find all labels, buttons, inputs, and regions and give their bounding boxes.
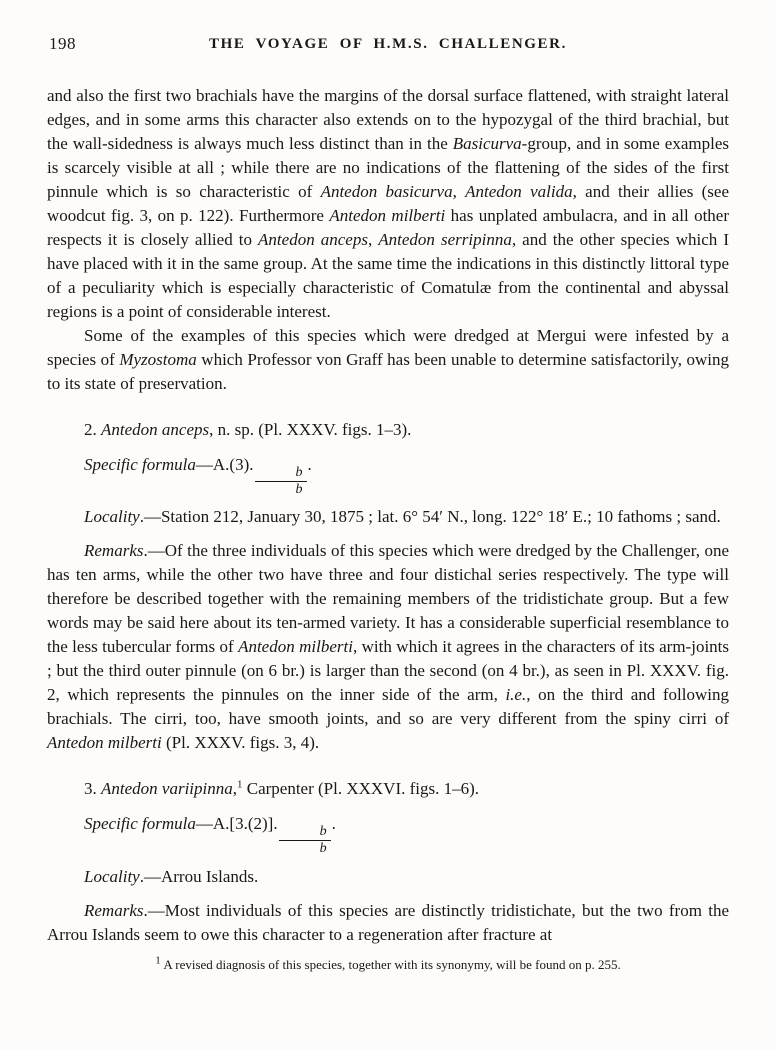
remarks-antedon-variipinna (47, 899, 729, 947)
formula-fraction: $\frac{b}{b}$ (279, 825, 331, 856)
italic-text: Locality (84, 507, 140, 527)
italic-text: Antedon serripinna (378, 230, 512, 249)
heading-antedon-variipinna (47, 777, 729, 801)
text: Carpenter (Pl. XXXVI. figs. 1–6). (242, 779, 480, 799)
text: , and the other species which I have placed with it in the same group. At the same time the indications in this distinctly littoral type of a peculiarity which is especially characteristic of Comatulæ from the continental and abyssal regions is a point of considerable interest. (47, 230, 729, 321)
footnote-reference: 1 (236, 778, 243, 791)
running-title: THE VOYAGE OF H.M.S. CHALLENGER. (209, 36, 567, 52)
italic-text: Remarks (84, 541, 144, 561)
text: —A.(3). (195, 455, 254, 474)
italic-text: Locality (84, 866, 140, 886)
heading-antedon-anceps (47, 418, 729, 442)
text: .—Arrou Islands. (139, 866, 259, 886)
locality-antedon-variipinna (47, 865, 729, 889)
italic-text: Basicurva (452, 134, 522, 153)
text: , with which it agrees in the characters of its arm-joints ; but the third outer pinnule (on 6 br.) is larger than the second (on 4 br.), as seen in Pl. XXXV. fig. 2, which represents the pinnules on the inner side of the arm, (47, 637, 730, 705)
italic-text: Antedon milberti (238, 637, 353, 657)
paragraph-myzostoma (47, 324, 729, 396)
page-number: 198 (49, 34, 76, 53)
text: (Pl. XXXV. figs. 3, 4). (161, 733, 320, 753)
text: -group, and in some examples is scarcely visible at all ; while there are no indications of the flattening of the sides of the first pinnule which is so characteristic of (47, 134, 729, 201)
locality-antedon-anceps (47, 505, 729, 529)
italic-text: Antedon milberti (47, 733, 162, 753)
italic-text: Myzostoma (119, 350, 197, 369)
text: . (331, 814, 336, 834)
text: —A.[3.(2)]. (195, 814, 278, 834)
text: , n. sp. (Pl. XXXV. figs. 1–3). (209, 420, 412, 439)
text: which Professor von Graff has been unable to determine satisfactorily, owing to its state of preservation. (47, 350, 729, 393)
italic-text: Antedon basicurva (320, 182, 453, 201)
italic-text: Antedon milberti (329, 206, 446, 225)
text: , (367, 230, 379, 249)
text: , on the third and following brachials. The cirri, too, have smooth joints, and so are very different from the spiny cirri of (47, 685, 730, 729)
page-body (47, 84, 729, 947)
page-header (47, 34, 729, 58)
footnote-marker: 1 (155, 954, 161, 967)
italic-text: Antedon anceps (101, 420, 210, 439)
remarks-antedon-anceps (47, 539, 729, 755)
text: .—Most individuals of this species are distinctly tridistichate, but the two from the Arrou Islands seem to owe this character to a regeneration after fracture at (47, 900, 729, 944)
italic-text: Antedon anceps (258, 230, 368, 249)
italic-text: Antedon variipinna (101, 779, 233, 799)
text: and also the first two brachials have the margins of the dorsal surface flattened, with straight lateral edges, and in some arms this character also extends on to the hypozygal of the third brachial, but the wall-sidedness is always much less distinct than in the (47, 86, 729, 153)
text: 3. (84, 779, 101, 799)
formula-fraction: $\frac{b}{b}$ (255, 466, 307, 497)
text: . (307, 455, 312, 474)
text: .—Of the three individuals of this species which were dredged by the Challenger, one has ten arms, while the other two have three and four distichal series respectively. The type will therefore be described together with the remaining members of the tridistichate group. But a few words may be said here about its ten-armed variety. It has a considerable superficial resemblance to the less tubercular forms of (47, 541, 729, 657)
italic-text: i.e. (505, 685, 527, 705)
italic-text: Antedon valida (465, 182, 573, 201)
text: , and their allies (see woodcut fig. 3, on p. 122). Furthermore (47, 182, 729, 225)
formula-antedon-anceps (47, 447, 729, 501)
footnote-text: A revised diagnosis of this species, together with its synonymy, will be found on p. 255. (160, 956, 621, 972)
italic-text: Remarks (84, 900, 144, 920)
italic-text: Specific formula (84, 814, 196, 834)
formula-antedon-variipinna (47, 806, 729, 860)
footnote (47, 956, 729, 973)
text: 2. (84, 420, 101, 439)
paragraph-continuation (47, 84, 729, 324)
italic-text: Specific formula (84, 455, 196, 474)
text: .—Station 212, January 30, 1875 ; lat. 6° 54′ N., long. 122° 18′ E.; 10 fathoms ; sand. (139, 507, 721, 527)
text: , (452, 182, 466, 201)
text: has unplated ambulacra, and in all other respects it is closely allied to (47, 206, 729, 249)
text: , (232, 779, 237, 799)
text: Some of the examples of this species which were dredged at Mergui were infested by a species of (47, 326, 729, 369)
